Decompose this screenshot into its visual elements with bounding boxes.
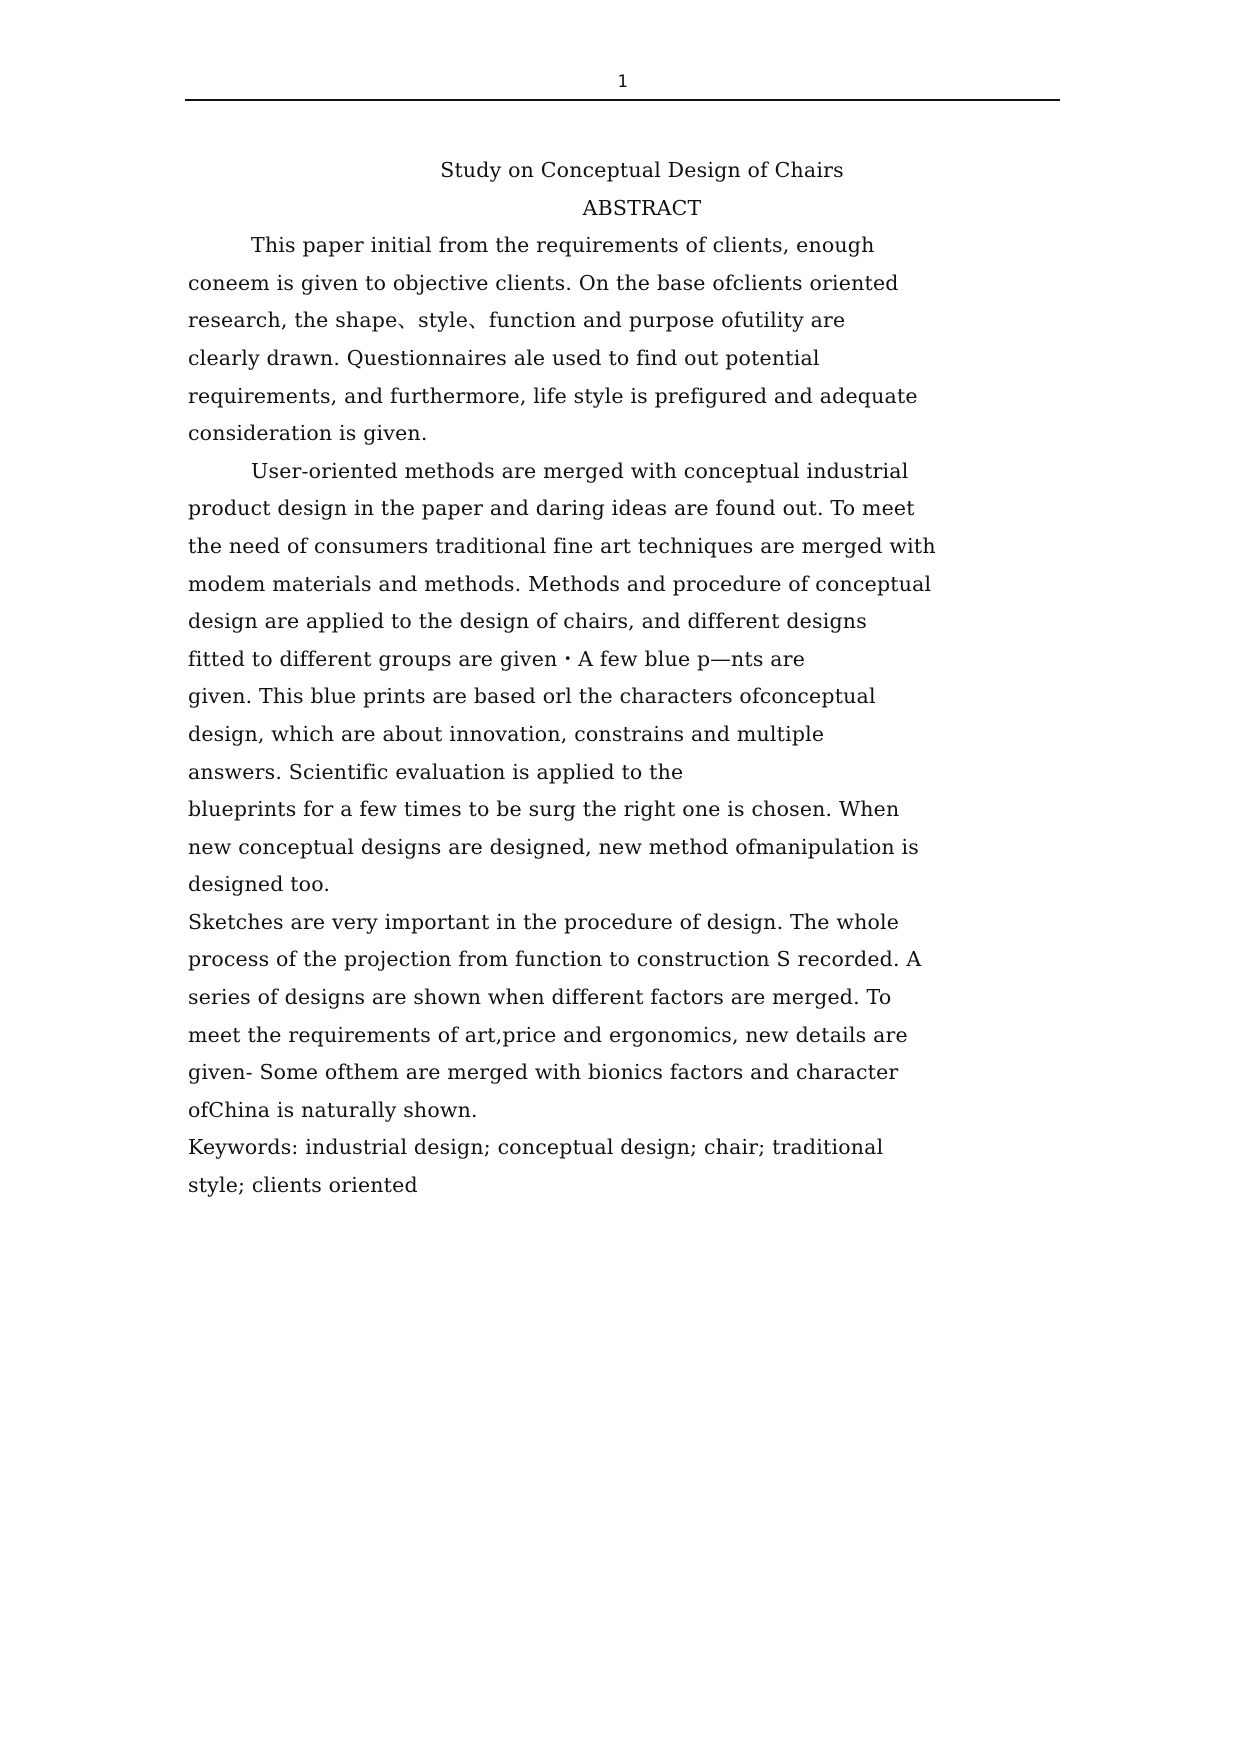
document-body (188, 152, 1068, 1205)
text-line: User-oriented methods are merged with conceptual industrial (251, 458, 909, 483)
text-line: given. This blue prints are based orl the characters ofconceptual (188, 684, 876, 709)
text-line: modem materials and methods. Methods and procedure of conceptual (188, 571, 932, 596)
text-line: process of the projection from function to construction S recorded. A (188, 947, 922, 972)
page-number: 1 (617, 72, 628, 92)
text-line: new conceptual designs are designed, new method ofmanipulation is (188, 834, 919, 859)
text-line: designed too. (188, 872, 331, 897)
document-title: Study on Conceptual Design of Chairs (440, 158, 844, 182)
text-line: consideration is given. (188, 421, 428, 446)
text-line: fitted to different groups are given・A few blue p—nts are (188, 646, 806, 671)
keywords-line: style; clients oriented (188, 1173, 418, 1198)
text-line: clearly drawn. Questionnaires ale used to find out potential (188, 345, 820, 370)
text-line: ofChina is naturally shown. (188, 1097, 478, 1122)
text-line: answers. Scientific evaluation is applied to the (188, 759, 684, 784)
abstract-heading: ABSTRACT (582, 195, 702, 220)
text-line: design, which are about innovation, constrains and multiple (188, 721, 825, 746)
text-line: the need of consumers traditional fine art techniques are merged with (188, 533, 936, 558)
paragraph-3 (188, 904, 1068, 1130)
page-header (185, 72, 1060, 101)
text-line: research, the shape、style、function and purpose ofutility are (188, 308, 846, 333)
keywords-paragraph (188, 1129, 1068, 1204)
paragraph-2 (188, 453, 1068, 904)
keywords-line: Keywords: industrial design; conceptual design; chair; traditional (188, 1135, 884, 1160)
text-line: series of designs are shown when different factors are merged. To (188, 985, 892, 1010)
text-line: Sketches are very important in the procedure of design. The whole (188, 909, 900, 934)
text-line: requirements, and furthermore, life style is prefigured and adequate (188, 383, 918, 408)
text-line: given- Some ofthem are merged with bionics factors and character (188, 1060, 899, 1085)
text-line: design are applied to the design of chairs, and different designs (188, 609, 867, 634)
text-line: coneem is given to objective clients. On the base ofclients oriented (188, 270, 899, 295)
text-line: blueprints for a few times to be surg the right one is chosen. When (188, 797, 900, 822)
text-line: This paper initial from the requirements of clients, enough (251, 233, 875, 258)
paragraph-1 (188, 227, 1068, 453)
text-line: meet the requirements of art,price and ergonomics, new details are (188, 1022, 908, 1047)
text-line: product design in the paper and daring ideas are found out. To meet (188, 496, 915, 521)
